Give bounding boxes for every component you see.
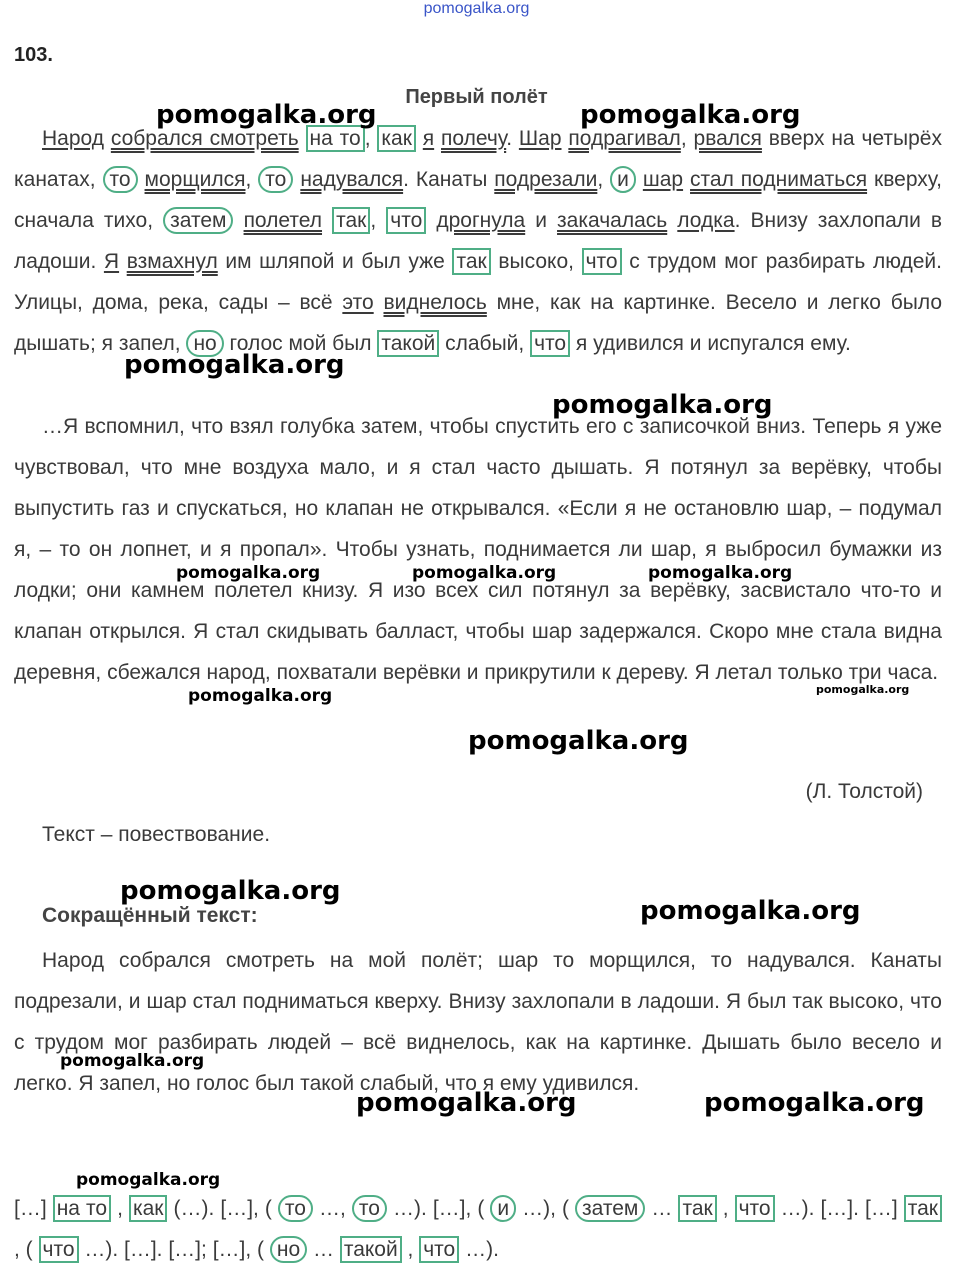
boxed-conjunction: что (530, 330, 570, 357)
boxed-conjunction: такой (377, 330, 439, 357)
text-segment: , (370, 209, 387, 232)
predicate-word: подрагивал (568, 127, 681, 150)
subject-word: лодка (677, 209, 735, 232)
predicate-word: морщился (144, 168, 246, 191)
text-segment: …), ( (516, 1197, 576, 1220)
subject-word: Шар (518, 127, 562, 150)
boxed-conjunction: так (452, 248, 490, 275)
predicate-word: закачалась (557, 209, 668, 232)
boxed-conjunction: что (386, 207, 426, 234)
watermark: pomogalka.org (640, 896, 861, 926)
circled-conjunction: то (103, 166, 138, 193)
text-segment (636, 168, 643, 191)
text-segment: им шляпой и был уже (217, 250, 453, 273)
watermark: pomogalka.org (176, 563, 321, 583)
boxed-conjunction: как (129, 1195, 168, 1222)
text-segment (119, 250, 127, 273)
text-segment: , (245, 168, 259, 191)
watermark: pomogalka.org (580, 100, 801, 130)
boxed-conjunction: такой (340, 1236, 402, 1263)
watermark: pomogalka.org (552, 390, 773, 420)
short-text-title: Сокращённый текст: (42, 904, 258, 927)
predicate-word: полетел (243, 209, 323, 232)
subject-word: Я (103, 250, 120, 273)
subject-word: это (342, 291, 374, 314)
watermark: pomogalka.org (76, 1170, 221, 1190)
text-segment: …, (312, 1197, 352, 1220)
boxed-conjunction: так (332, 207, 370, 234)
boxed-conjunction: так (678, 1195, 716, 1222)
text-segment: . (506, 127, 519, 150)
subject-word: шар (642, 168, 684, 191)
circled-conjunction: и (610, 166, 636, 193)
text-segment: . Канаты (403, 168, 495, 191)
text-segment: . Внизу захлопали в ладоши. (14, 209, 943, 273)
text-segment (138, 168, 145, 191)
watermark: pomogalka.org (124, 350, 345, 380)
boxed-conjunction: что (39, 1236, 79, 1263)
text-segment (426, 209, 436, 232)
predicate-word: дрогнула (436, 209, 526, 232)
predicate-word: стал подниматься (690, 168, 868, 191)
circled-conjunction: и (490, 1195, 516, 1222)
circled-conjunction: затем (163, 207, 233, 234)
site-header-link[interactable]: pomogalka.org (423, 0, 530, 17)
text-segment: …). […], ( (386, 1197, 491, 1220)
text-segment: … (645, 1197, 679, 1220)
circled-conjunction: но (186, 330, 223, 357)
watermark: pomogalka.org (156, 100, 377, 130)
circled-conjunction: то (258, 166, 293, 193)
text-segment: высоко, (490, 250, 582, 273)
text-segment: , (364, 127, 378, 150)
watermark: pomogalka.org (120, 876, 341, 906)
text-segment: с трудом мог разбирать людей. Улицы, дома, река, сады – всё (14, 250, 942, 314)
boxed-conjunction: что (582, 248, 622, 275)
text-segment (683, 168, 690, 191)
text-segment: , (597, 168, 611, 191)
text-segment (374, 291, 384, 314)
text-segment: , ( (14, 1238, 39, 1261)
text-segment: …). (459, 1238, 499, 1261)
short-text-body: Народ собрался смотреть на мой полёт; шар то морщился, то надувался. Канаты подрезали, и шар стал подниматься кверху. Внизу захлопали в ладоши. Я был так высоко, что с трудом мог разбирать людей – всё виднелось, как на картинке. Дышать было весело и легко. Я запел, но голос был такой слабый, что я ему удивился. (14, 949, 942, 1095)
text-segment: я удивился и испугался ему. (570, 332, 851, 355)
predicate-word: виднелось (383, 291, 487, 314)
story-paragraph-2: …Я вспомнил, что взял голубка затем, чтобы спустить его с записочкой вниз. Теперь я уже чувствовал, что мне воздуха мало, и я стал часто дышать. Я потянул за верёвку, чтобы выпустить газ и спускаться, но клапан не открывался. «Если я не остановлю шар, – подумал я, – то он лопнет, и я пропал». Чтобы узнать, поднимается ли шар, я выбросил бумажки из лодки; они камнем полетел книзу. Я изо всех сил потянул за верёвку, засвистало что-то и клапан открылся. Я стал скидывать балласт, чтобы шар задержался. Скоро мне стала видна деревня, сбежался народ, похватали верёвки и прикрутили к дереву. Я летал только три часа. (14, 415, 942, 684)
text-segment: голос мой был (223, 332, 378, 355)
text-type: Текст – повествование. (42, 823, 271, 846)
circled-conjunction: затем (575, 1195, 645, 1222)
text-segment: , (716, 1197, 735, 1220)
text-segment: […] (14, 1197, 53, 1220)
text-segment: , (401, 1238, 420, 1261)
text-segment: мне, как на картинке. Весело и легко было дышать; я запел, (14, 291, 942, 355)
text-segment (233, 209, 243, 232)
watermark: pomogalka.org (60, 1051, 205, 1071)
watermark: pomogalka.org (188, 686, 333, 706)
text-segment: (…). […], ( (167, 1197, 278, 1220)
circled-conjunction: то (278, 1195, 313, 1222)
boxed-conjunction: как (377, 125, 416, 152)
watermark: pomogalka.org (648, 563, 793, 583)
text-segment: … (307, 1238, 340, 1261)
boxed-conjunction: так (904, 1195, 942, 1222)
boxed-conjunction: на то (306, 125, 365, 152)
predicate-word: надувался (300, 168, 404, 191)
boxed-conjunction: что (419, 1236, 459, 1263)
text-segment (434, 127, 441, 150)
predicate-word: взмахнул (126, 250, 218, 273)
text-segment: вверх на четырёх канатах, (14, 127, 942, 191)
watermark: pomogalka.org (816, 683, 910, 696)
text-segment (322, 209, 332, 232)
watermark: pomogalka.org (356, 1088, 577, 1118)
text-segment: , (111, 1197, 129, 1220)
text-segment: …). […]. […] (774, 1197, 904, 1220)
text-segment: слабый, (439, 332, 531, 355)
predicate-word: полечу (441, 127, 507, 150)
text-segment: и (525, 209, 558, 232)
subject-word: Народ (42, 127, 104, 150)
watermark: pomogalka.org (412, 563, 557, 583)
text-segment (667, 209, 677, 232)
task-number: 103. (14, 44, 53, 66)
boxed-conjunction: что (735, 1195, 775, 1222)
author: (Л. Толстой) (805, 780, 923, 803)
circled-conjunction: то (352, 1195, 387, 1222)
story-title: Первый полёт (405, 86, 548, 108)
text-segment: кверху, сначала тихо, (14, 168, 943, 232)
text-segment: …). […]. […]; […], ( (78, 1238, 270, 1261)
circled-conjunction: но (270, 1236, 307, 1263)
text-segment (104, 127, 111, 150)
text-segment: , (680, 127, 694, 150)
text-segment (416, 127, 423, 150)
predicate-word: собрался смотреть (110, 127, 299, 150)
text-segment (299, 127, 306, 150)
watermark: pomogalka.org (704, 1088, 925, 1118)
story-paragraph-1 (14, 118, 942, 364)
predicate-word: подрезали (494, 168, 598, 191)
predicate-word: рвался (693, 127, 762, 150)
watermark: pomogalka.org (468, 726, 689, 756)
subject-word: я (422, 127, 435, 150)
sentence-scheme (14, 1188, 942, 1270)
boxed-conjunction: на то (53, 1195, 111, 1222)
